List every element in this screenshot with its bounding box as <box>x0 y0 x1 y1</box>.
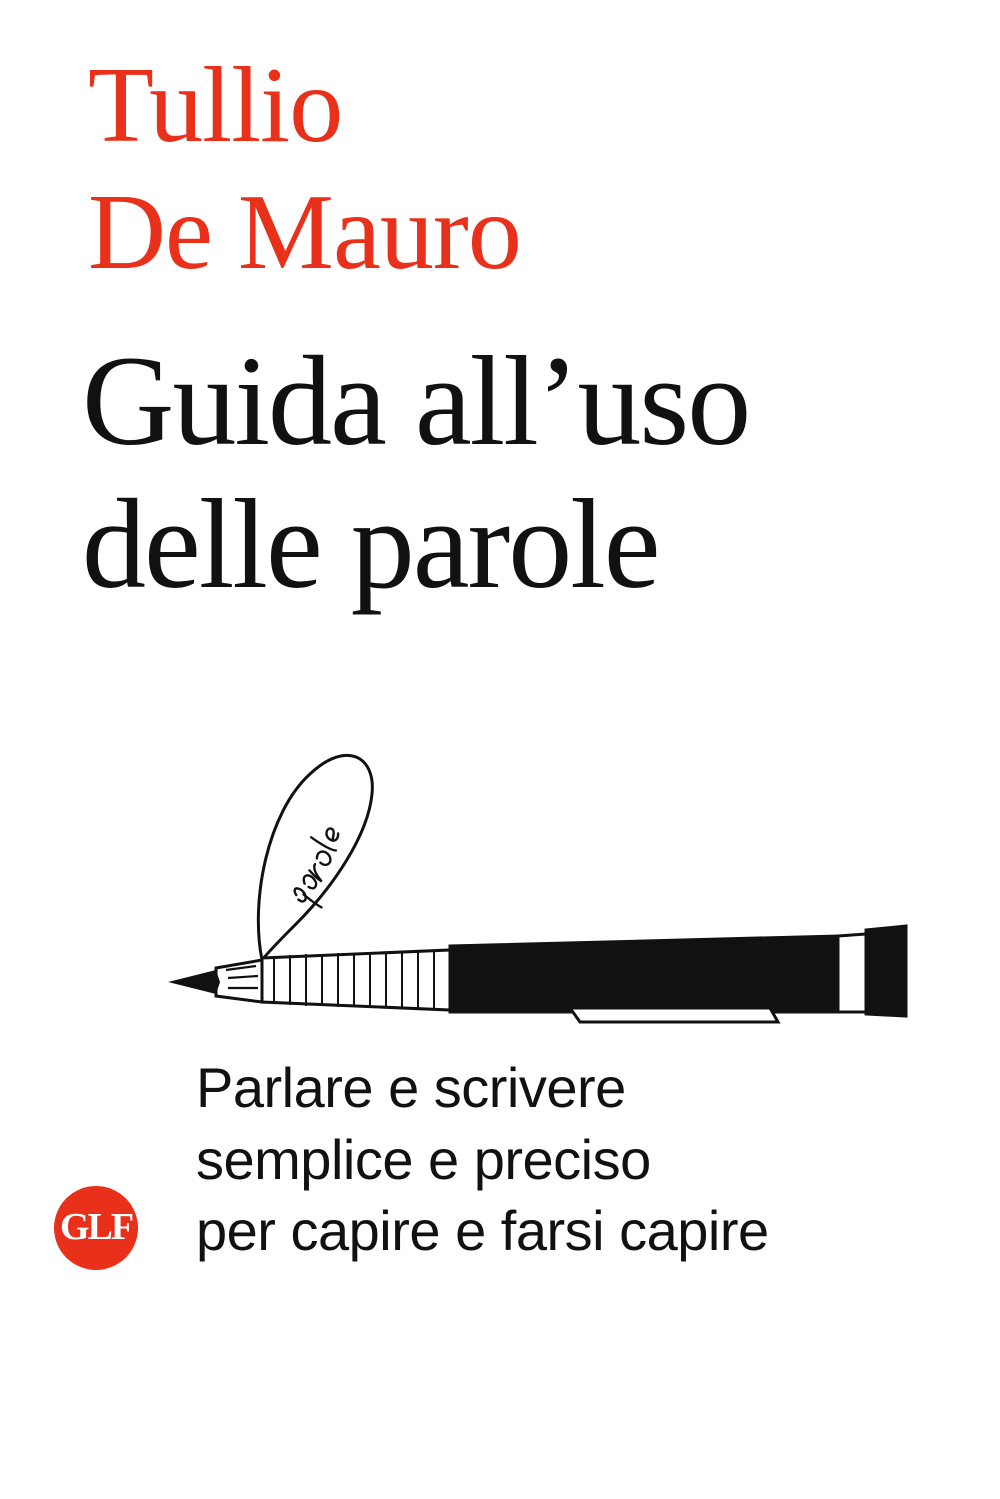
author-name <box>88 42 948 297</box>
pencil-drawing-icon <box>150 720 910 1050</box>
author-line-1: Tullio <box>88 46 343 165</box>
pencil-clip <box>570 1008 778 1022</box>
pencil-barrel <box>450 936 838 1012</box>
subtitle-line-3: per capire e farsi capire <box>196 1199 769 1263</box>
pencil-band <box>838 934 866 1012</box>
subtitle-line-2: semplice e preciso <box>196 1127 651 1191</box>
book-subtitle <box>196 1052 976 1267</box>
subtitle-line-1: Parlare e scrivere <box>196 1056 626 1119</box>
title-line-1: Guida all’uso <box>82 330 750 472</box>
leaf-outline <box>258 755 372 960</box>
mechanical-pencil-illustration <box>150 720 910 1050</box>
book-title <box>82 330 962 617</box>
pencil-lead <box>168 970 220 994</box>
publisher-logo <box>54 1186 138 1270</box>
author-line-2: De Mauro <box>88 173 521 293</box>
pencil-cone <box>216 960 266 1002</box>
publisher-logo-text: GLF <box>59 1206 133 1248</box>
title-line-2: delle parole <box>82 473 659 616</box>
pencil-end-cap <box>866 926 906 1016</box>
